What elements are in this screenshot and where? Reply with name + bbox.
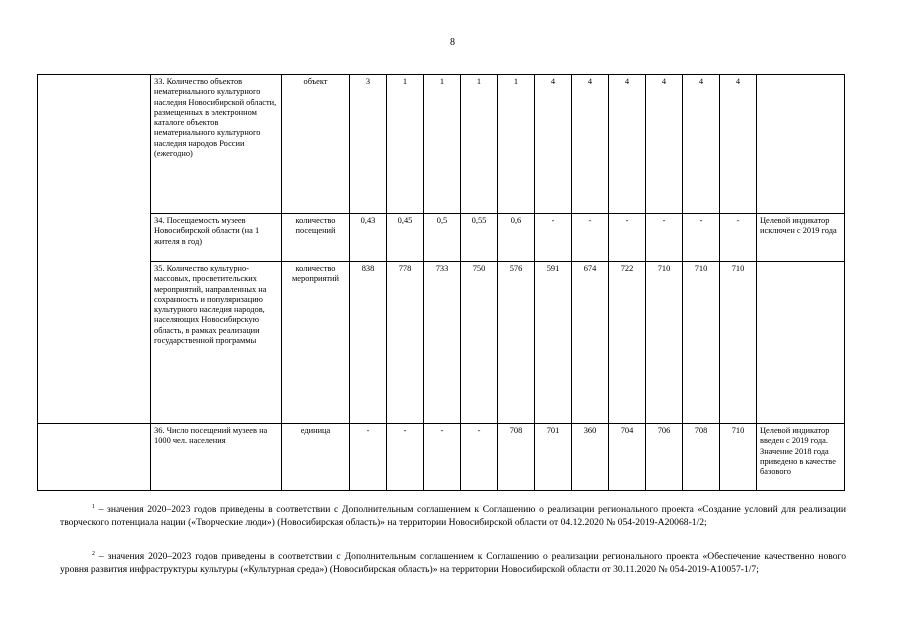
value-cell: 360 [572, 424, 609, 491]
value-cell: 733 [424, 262, 461, 424]
table-row [38, 262, 845, 424]
value-cell: 704 [609, 424, 646, 491]
goal-cell [38, 424, 151, 491]
value-cell: 1 [461, 75, 498, 214]
value-cell: 4 [683, 75, 720, 214]
value-cell: 4 [535, 75, 572, 214]
footnote-text: – значения 2020–2023 годов приведены в соответствии с Дополнительным соглашением к Соглашению о реализации регионального проекта «Создание условий для реализации творческого потенциала нации («Творческие люди») (Новосибирская область)» на территории Новосибирской области от 04.12.2020 № 054-2019-А20068-1/2; [60, 504, 846, 528]
value-cell: 576 [498, 262, 535, 424]
value-cell: 838 [350, 262, 387, 424]
value-cell: 1 [424, 75, 461, 214]
value-cell: 708 [683, 424, 720, 491]
value-cell: 4 [572, 75, 609, 214]
value-cell: 0,45 [387, 214, 424, 262]
unit-cell: количество посещений [282, 214, 350, 262]
indicator-name: 35. Количество культурно-массовых, просветительских мероприятий, направленных на сохранность и популяризацию культурного наследия народов, населяющих Новосибирскую область, в рамках реализации государственной программы [151, 262, 282, 424]
value-cell: 4 [646, 75, 683, 214]
value-cell: 710 [646, 262, 683, 424]
indicator-name: 33. Количество объектов нематериального культурного наследия Новосибирской области, размещенных в электронном каталоге объектов нематериального культурного наследия народов России (ежегодно) [151, 75, 282, 214]
value-cell: - [720, 214, 757, 262]
value-cell: 701 [535, 424, 572, 491]
table-row [38, 424, 845, 491]
indicator-name: 34. Посещаемость музеев Новосибирской области (на 1 жителя в год) [151, 214, 282, 262]
value-cell: 708 [498, 424, 535, 491]
value-cell: 4 [609, 75, 646, 214]
value-cell: - [572, 214, 609, 262]
value-cell: 674 [572, 262, 609, 424]
value-cell: 3 [350, 75, 387, 214]
note-cell: Целевой индикатор исключен с 2019 года [757, 214, 845, 262]
footnote-2 [60, 551, 846, 577]
value-cell: 722 [609, 262, 646, 424]
value-cell: 0,43 [350, 214, 387, 262]
footnote-1 [60, 504, 846, 530]
unit-cell: объект [282, 75, 350, 214]
value-cell: 710 [720, 424, 757, 491]
page-number: 8 [450, 37, 455, 48]
value-cell: 0,6 [498, 214, 535, 262]
indicator-name: 36. Число посещений музеев на 1000 чел. населения [151, 424, 282, 491]
note-cell [757, 262, 845, 424]
footnote-text: – значения 2020–2023 годов приведены в соответствии с Дополнительным соглашением к Соглашению о реализации регионального проекта «Обеспечение качественно нового уровня развития инфраструктуры культуры («Культурная среда») (Новосибирская область)» на территории Новосибирской области от 30.11.2020 № 054-2019-А10057-1/7; [60, 551, 846, 575]
value-cell: - [387, 424, 424, 491]
value-cell: - [461, 424, 498, 491]
value-cell: - [609, 214, 646, 262]
value-cell: 0,55 [461, 214, 498, 262]
value-cell: 750 [461, 262, 498, 424]
merged-goal-cell [38, 75, 151, 424]
table-row [38, 75, 845, 214]
value-cell: 4 [720, 75, 757, 214]
note-cell [757, 75, 845, 214]
unit-cell: количество мероприятий [282, 262, 350, 424]
value-cell: 591 [535, 262, 572, 424]
value-cell: - [424, 424, 461, 491]
value-cell: 778 [387, 262, 424, 424]
table-row [38, 214, 845, 262]
value-cell: - [683, 214, 720, 262]
value-cell: 706 [646, 424, 683, 491]
value-cell: - [535, 214, 572, 262]
indicators-table [37, 74, 845, 491]
unit-cell: единица [282, 424, 350, 491]
value-cell: 0,5 [424, 214, 461, 262]
footnote-mark: 1 [92, 504, 95, 510]
value-cell: 710 [683, 262, 720, 424]
value-cell: 710 [720, 262, 757, 424]
note-cell: Целевой индикатор введен с 2019 года. Значение 2018 года приведено в качестве базового [757, 424, 845, 491]
value-cell: 1 [387, 75, 424, 214]
value-cell: - [350, 424, 387, 491]
value-cell: 1 [498, 75, 535, 214]
value-cell: - [646, 214, 683, 262]
footnote-mark: 2 [92, 551, 95, 557]
